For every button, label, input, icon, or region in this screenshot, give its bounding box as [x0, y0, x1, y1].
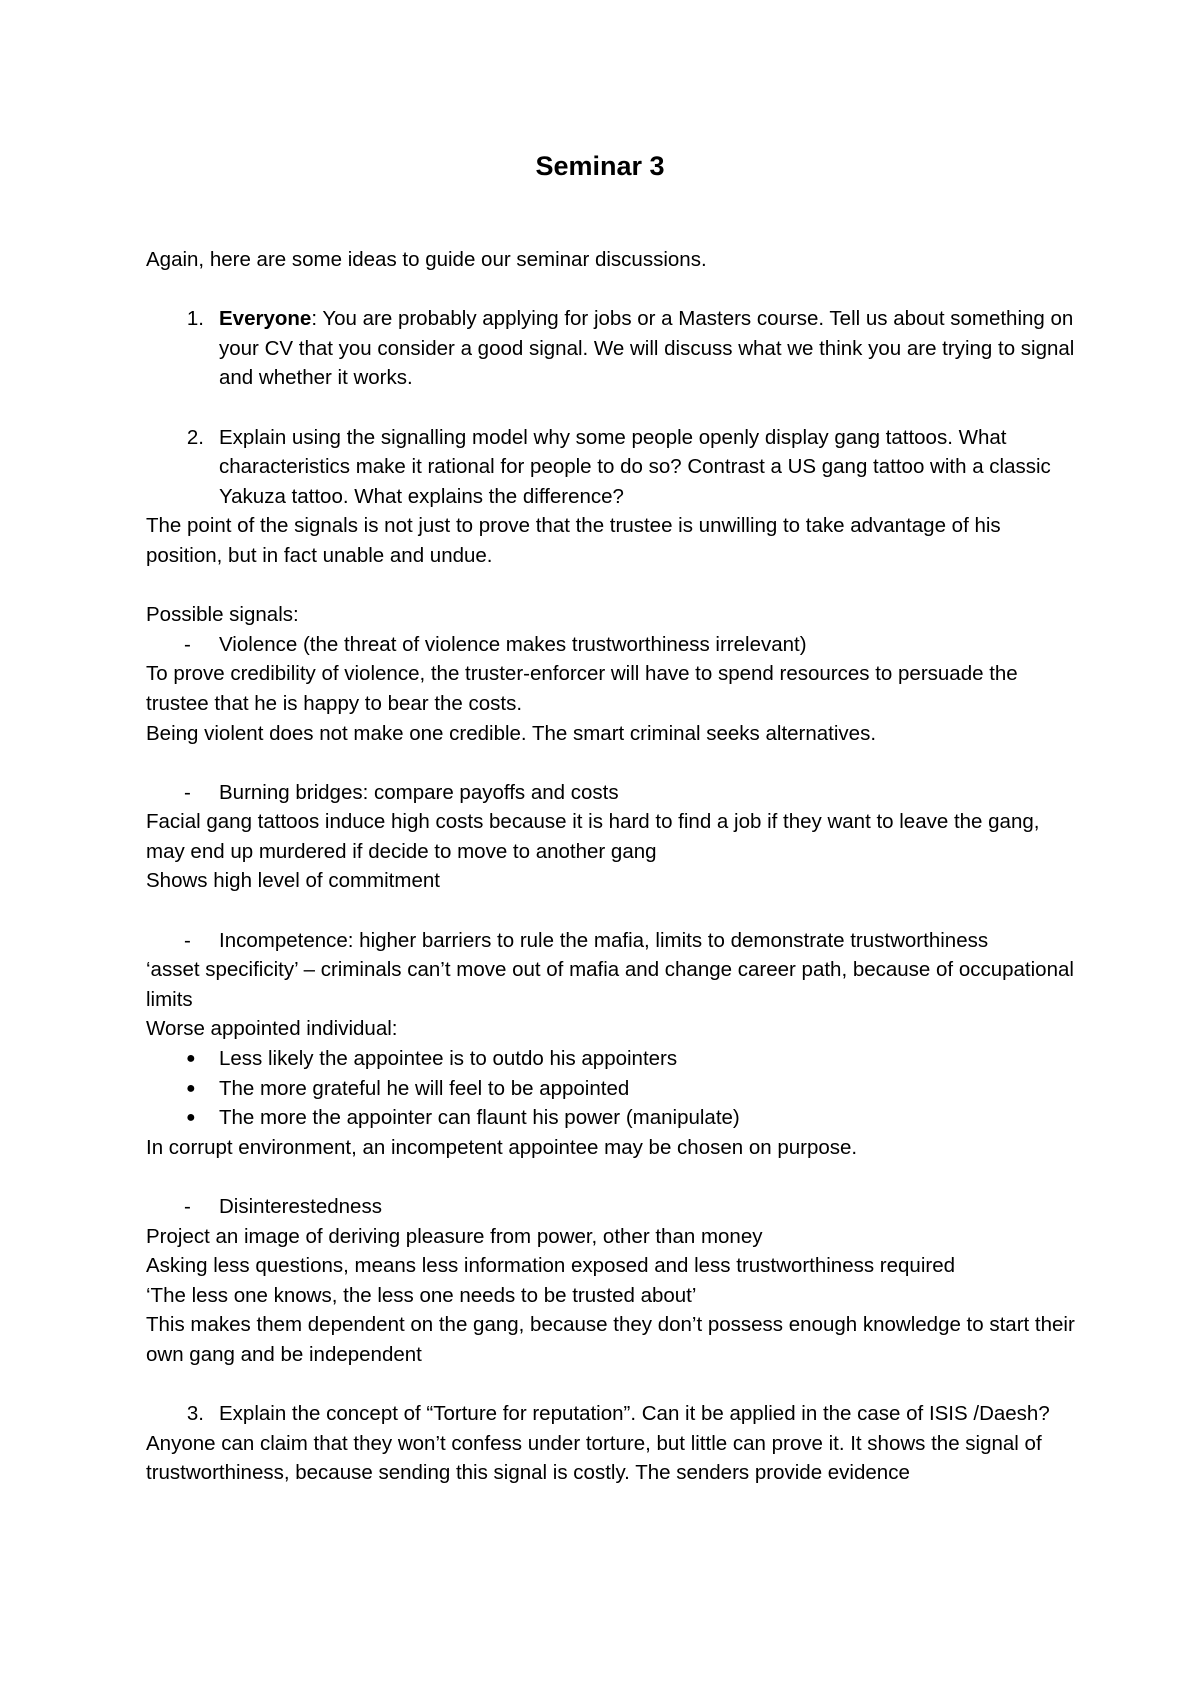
question-1-text: : You are probably applying for jobs or a Masters course. Tell us about something on your CV that you consider a good signal. We will discuss what we think you are trying to signal and whether it works.	[219, 307, 1075, 390]
bullet-marker: ●	[186, 1050, 196, 1068]
dash-marker: -	[184, 780, 191, 804]
question-1	[146, 304, 1076, 393]
bullet-item	[146, 1103, 1076, 1133]
question-3	[146, 1399, 1076, 1429]
signal-bridges-heading: Burning bridges: compare payoffs and costs	[219, 780, 619, 804]
question-2	[146, 423, 1076, 512]
signal-violence-heading: Violence (the threat of violence makes trustworthiness irrelevant)	[219, 632, 807, 656]
possible-signals-heading: Possible signals:	[146, 603, 299, 627]
bullet-text: The more the appointer can flaunt his power (manipulate)	[219, 1106, 740, 1130]
intro-paragraph: Again, here are some ideas to guide our seminar discussions.	[146, 248, 707, 271]
dash-marker: -	[184, 632, 191, 656]
violence-line-1: To prove credibility of violence, the truster-enforcer will have to spend resources to persuade the trustee that he is happy to bear the costs.	[146, 662, 1018, 715]
incompetence-line-1: ‘asset specificity’ – criminals can’t move out of mafia and change career path, because of occupational limits	[146, 958, 1074, 1011]
bullet-marker: ●	[186, 1109, 196, 1127]
bullet-item	[146, 1044, 1076, 1074]
dash-marker: -	[184, 928, 191, 952]
signal-item-incompetence	[146, 926, 1076, 956]
signal-item-violence	[146, 630, 1076, 660]
question-1-number: 1.	[186, 307, 204, 331]
bullet-text: The more grateful he will feel to be appointed	[219, 1076, 630, 1100]
bullet-marker: ●	[186, 1079, 196, 1097]
disinterest-line-1: Project an image of deriving pleasure from power, other than money	[146, 1224, 763, 1248]
signal-incompetence-heading: Incompetence: higher barriers to rule the mafia, limits to demonstrate trustworthiness	[219, 928, 989, 952]
violence-line-2: Being violent does not make one credible. The smart criminal seeks alternatives.	[146, 721, 877, 745]
disinterest-line-4: This makes them dependent on the gang, because they don’t possess enough knowledge to start their own gang and be independent	[146, 1313, 1075, 1366]
question-3-number: 3.	[186, 1402, 204, 1426]
signal-item-burning-bridges	[146, 778, 1076, 808]
document-body	[146, 245, 1076, 1488]
bridges-line-2: Shows high level of commitment	[146, 869, 440, 893]
question-3-text: Explain the concept of “Torture for reputation”. Can it be applied in the case of ISIS /Daesh?	[219, 1402, 1050, 1426]
signal-item-disinterestedness	[146, 1192, 1076, 1222]
question-2-text: Explain using the signalling model why some people openly display gang tattoos. What characteristics make it rational for people to do so? Contrast a US gang tattoo with a classic Yakuza tattoo. What explains the difference?	[219, 425, 1051, 508]
bullet-item	[146, 1074, 1076, 1104]
incompetence-line-2: Worse appointed individual:	[146, 1017, 398, 1041]
signal-disinterest-heading: Disinterestedness	[219, 1195, 382, 1218]
page-title: Seminar 3	[535, 151, 665, 181]
dash-marker: -	[184, 1195, 191, 1218]
question-2-number: 2.	[186, 425, 204, 449]
disinterest-line-3: ‘The less one knows, the less one needs to be trusted about’	[146, 1283, 697, 1307]
question-1-bold-lead: Everyone	[219, 307, 312, 331]
signals-point-paragraph: The point of the signals is not just to prove that the trustee is unwilling to take advantage of his position, but in fact unable and undue.	[146, 514, 1001, 567]
bullet-text: Less likely the appointee is to outdo his appointers	[219, 1047, 678, 1071]
disinterest-line-2: Asking less questions, means less information exposed and less trustworthiness required	[146, 1254, 956, 1278]
incompetence-line-3: In corrupt environment, an incompetent appointee may be chosen on purpose.	[146, 1135, 858, 1159]
torture-paragraph: Anyone can claim that they won’t confess under torture, but little can prove it. It shows the signal of trustworthiness, because sending this signal is costly. The senders provide evidence	[146, 1431, 1042, 1485]
bridges-line-1: Facial gang tattoos induce high costs because it is hard to find a job if they want to leave the gang, may end up murdered if decide to move to another gang	[146, 810, 1040, 863]
